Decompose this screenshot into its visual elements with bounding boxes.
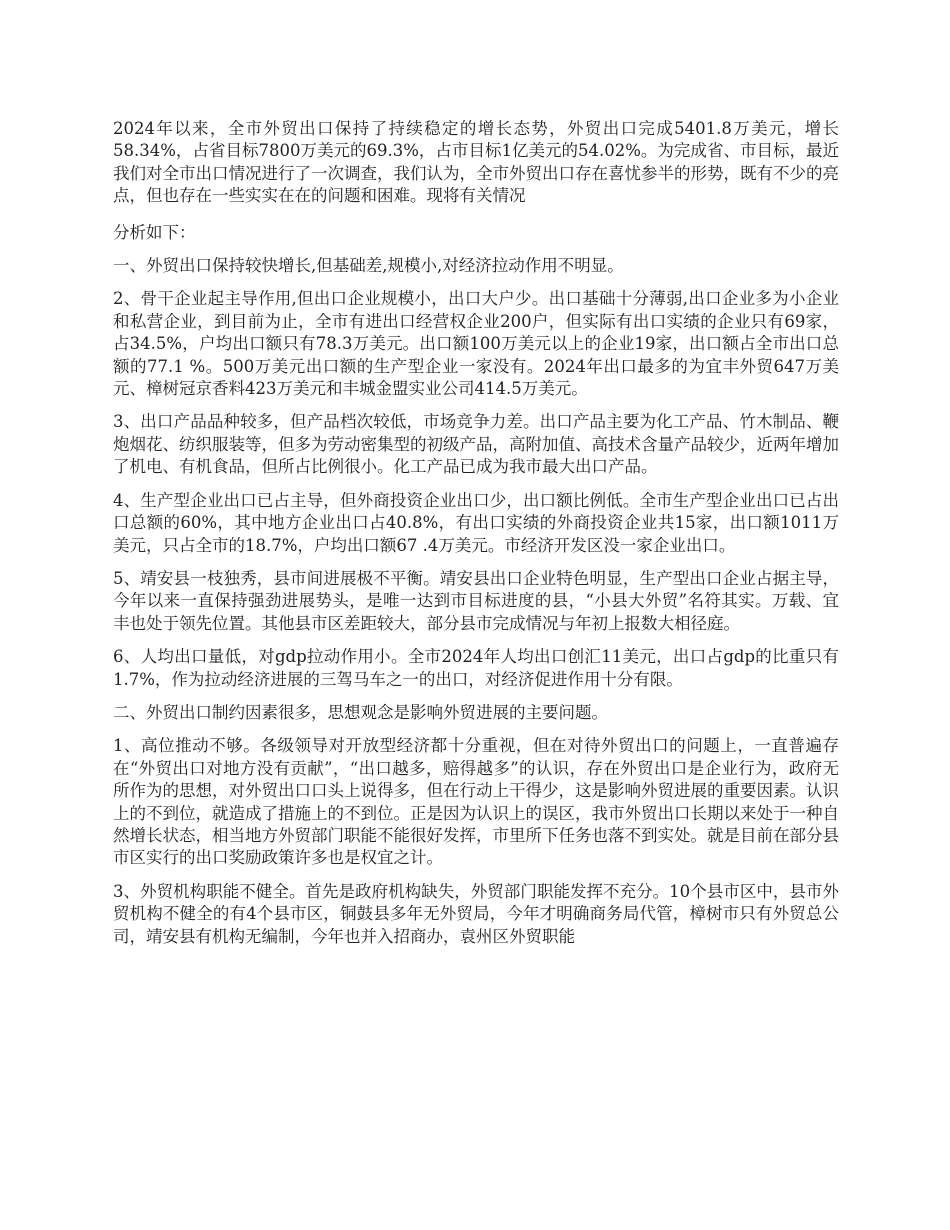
- point-4-paragraph: 4、生产型企业出口已占主导，但外商投资企业出口少，出口额比例低。全市生产型企业出口已占出口总额的60%，其中地方企业出口占40.8%，有出口实绩的外商投资企业共15家，出口额1011万美元，只占全市的18.7%，户均出口额67 .4万美元。市经济开发区没一家企业出口。: [113, 490, 839, 555]
- point-2-paragraph: 2、骨干企业起主导作用,但出口企业规模小，出口大户少。出口基础十分薄弱,出口企业多为小企业和私营企业，到目前为止，全市有进出口经营权企业200户，但实际有出口实绩的企业只有69家，占34.5%，户均出口额只有78.3万美元。出口额100万美元以上的企业19家，出口额占全市出口总额的77.1 %。500万美元出口额的生产型企业一家没有。2024年出口最多的为宜丰外贸647万美元、樟树冠京香料423万美元和丰城金盟实业公司414.5万美元。: [113, 289, 839, 399]
- point-5-paragraph: 5、靖安县一枝独秀，县市间进展极不平衡。靖安县出口企业特色明显，生产型出口企业占据主导，今年以来一直保持强劲进展势头，是唯一达到市目标进度的县，“小县大外贸”名符其实。万载、宜丰也处于领先位置。其他县市区差距较大，部分县市完成情况与年初上报数大相径庭。: [113, 568, 839, 633]
- section-heading-1: 一、外贸出口保持较快增长,但基础差,规模小,对经济拉动作用不明显。: [113, 256, 624, 276]
- section-heading-2: 二、外贸出口制约因素很多，思想观念是影响外贸进展的主要问题。: [113, 702, 608, 722]
- document-body: [113, 118, 839, 959]
- point-6-paragraph: 6、人均出口量低，对gdp拉动作用小。全市2024年人均出口创汇11美元，出口占gdp的比重只有1.7%，作为拉动经济进展的三驾马车之一的出口，对经济促进作用十分有限。: [113, 647, 839, 689]
- factor-3-paragraph: 3、外贸机构职能不健全。首先是政府机构缺失，外贸部门职能发挥不充分。10个县市区中，县市外贸机构不健全的有4个县市区，铜鼓县多年无外贸局，今年才明确商务局代管，樟树市只有外贸总公司，靖安县有机构无编制，今年也并入招商办，袁州区外贸职能: [113, 881, 839, 946]
- factor-1-paragraph: 1、高位推动不够。各级领导对开放型经济都十分重视，但在对待外贸出口的问题上，一直普遍存在“外贸出口对地方没有贡献”，“出口越多，赔得越多”的认识，存在外贸出口是企业行为，政府无所作为的思想，对外贸出口口头上说得多，但在行动上干得少，这是影响外贸进展的重要因素。认识上的不到位，就造成了措施上的不到位。正是因为认识上的误区，我市外贸出口长期以来处于一种自然增长状态，相当地方外贸部门职能不能很好发挥，市里所下任务也落不到实处。就是目前在部分县市区实行的出口奖励政策许多也是权宜之计。: [113, 736, 839, 868]
- intro-paragraph: 2024年以来，全市外贸出口保持了持续稳定的增长态势，外贸出口完成5401.8万美元，增长58.34%，占省目标7800万美元的69.3%，占市目标1亿美元的54.02%。为完成省、市目标，最近我们对全市出口情况进行了一次调查，我们认为，全市外贸出口存在喜忧参半的形势，既有不少的亮点，但也存在一些实实在在的问题和困难。现将有关情况: [113, 119, 839, 206]
- intro-continuation: 分析如下：: [113, 222, 196, 242]
- point-3-paragraph: 3、出口产品品种较多，但产品档次较低，市场竞争力差。出口产品主要为化工产品、竹木制品、鞭炮烟花、纺织服装等，但多为劳动密集型的初级产品，高附加值、高技术含量产品较少，近两年增加了机电、有机食品，但所占比例很小。化工产品已成为我市最大出口产品。: [113, 412, 839, 477]
